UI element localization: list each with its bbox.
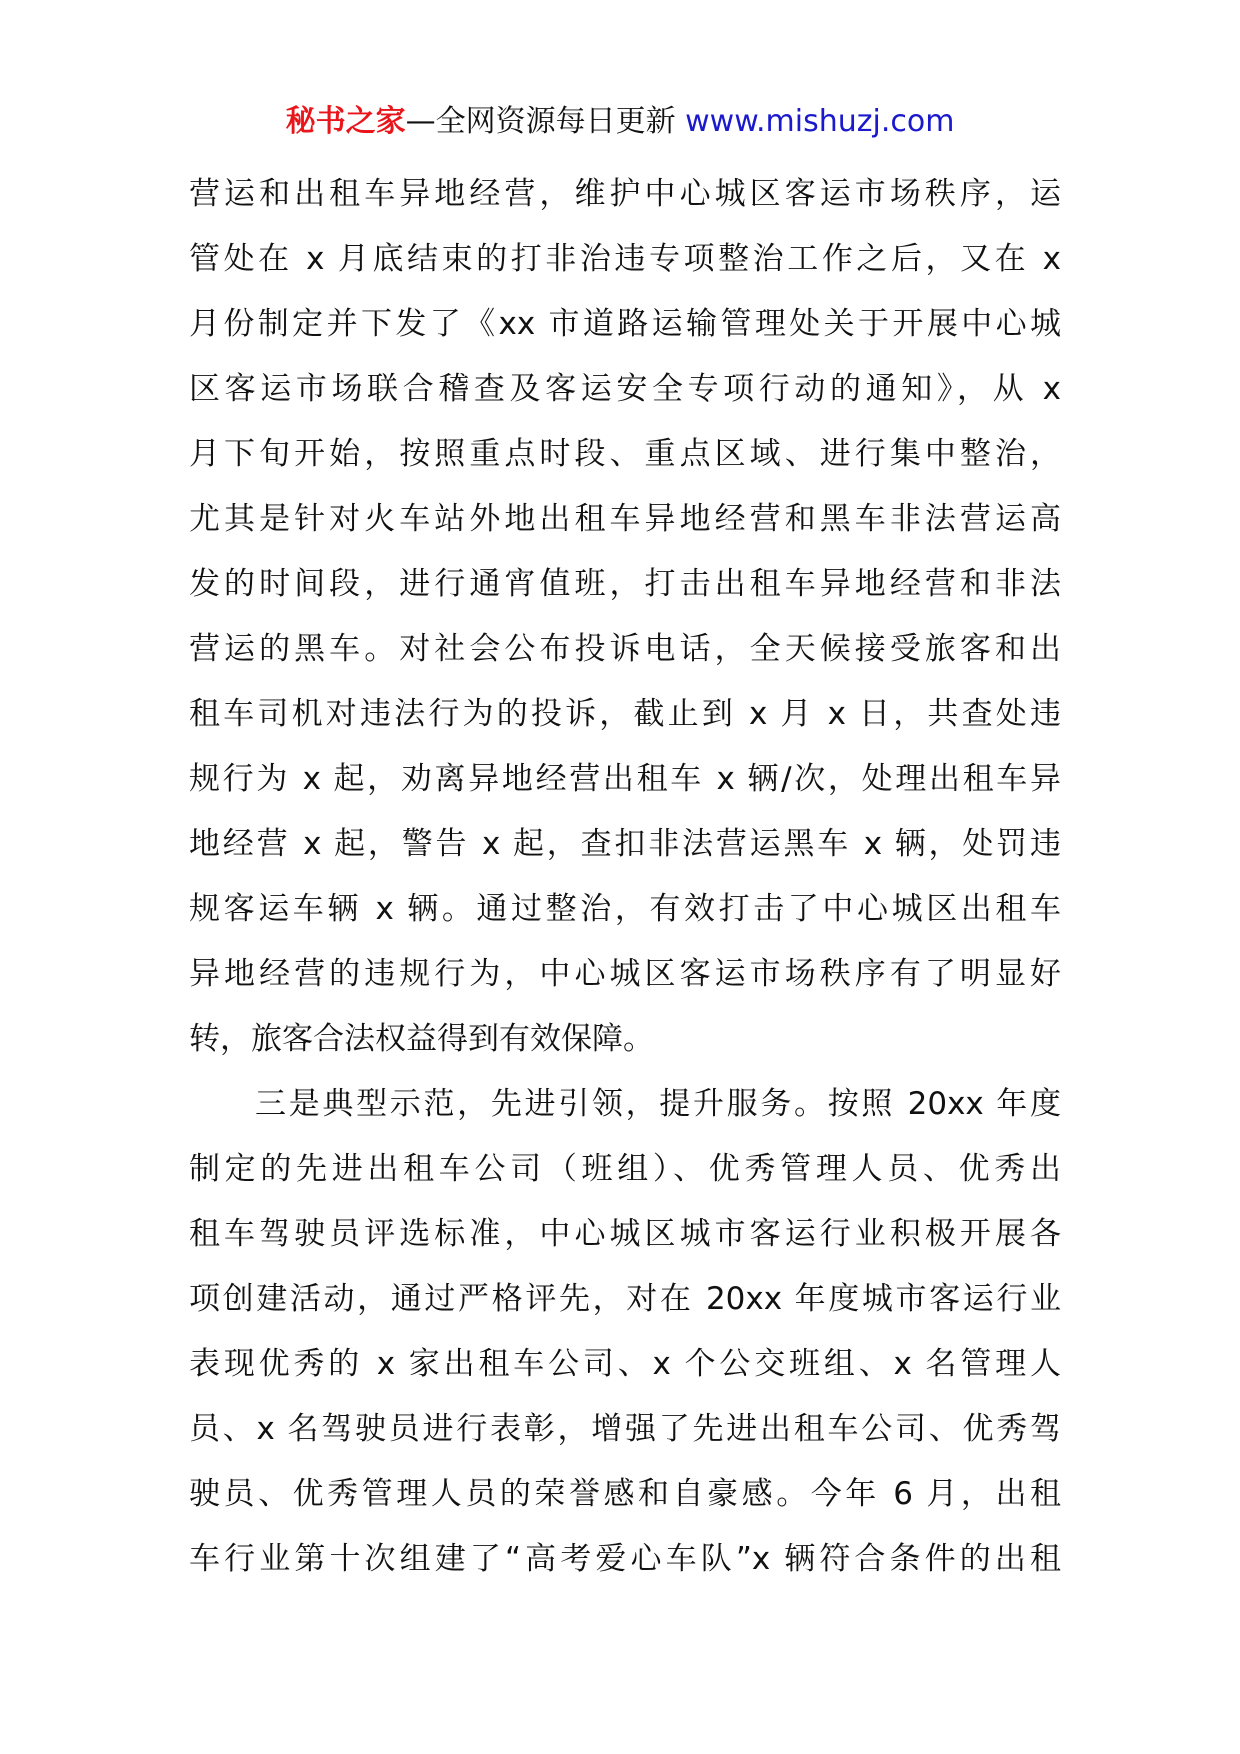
document-body bbox=[189, 162, 1061, 1592]
text-line: 员、x 名驾驶员进行表彰，增强了先进出租车公司、优秀驾 bbox=[189, 1411, 1061, 1447]
text-line: 转，旅客合法权益得到有效保障。 bbox=[189, 1021, 654, 1057]
text-line: 驶员、优秀管理人员的荣誉感和自豪感。今年 6 月，出租 bbox=[189, 1476, 1061, 1512]
text-line: 地经营 x 起，警告 x 起，查扣非法营运黑车 x 辆，处罚违 bbox=[189, 826, 1061, 862]
header-tagline: —全网资源每日更新 bbox=[405, 104, 676, 139]
text-line: 月份制定并下发了《xx 市道路运输管理处关于开展中心城 bbox=[189, 306, 1061, 342]
brand-name: 秘书之家 bbox=[285, 104, 406, 139]
text-line: 表现优秀的 x 家出租车公司、x 个公交班组、x 名管理人 bbox=[189, 1346, 1061, 1382]
paragraph-2 bbox=[189, 1072, 1061, 1592]
text-line: 项创建活动，通过严格评先，对在 20xx 年度城市客运行业 bbox=[189, 1281, 1061, 1317]
site-url-link[interactable]: www.mishuzj.com bbox=[685, 104, 955, 139]
text-line: 车行业第十次组建了“高考爱心车队”x 辆符合条件的出租 bbox=[189, 1541, 1061, 1577]
site-header bbox=[0, 100, 1240, 144]
text-line: 尤其是针对火车站外地出租车异地经营和黑车非法营运高 bbox=[189, 501, 1061, 537]
text-line: 月下旬开始，按照重点时段、重点区域、进行集中整治， bbox=[189, 436, 1061, 472]
text-line: 发的时间段，进行通宵值班，打击出租车异地经营和非法 bbox=[189, 566, 1061, 602]
text-line: 规客运车辆 x 辆。通过整治，有效打击了中心城区出租车 bbox=[189, 891, 1061, 927]
text-line: 营运的黑车。对社会公布投诉电话，全天候接受旅客和出 bbox=[189, 631, 1061, 667]
paragraph-1 bbox=[189, 162, 1061, 1072]
text-line: 制定的先进出租车公司（班组）、优秀管理人员、优秀出 bbox=[189, 1151, 1061, 1187]
text-line: 异地经营的违规行为，中心城区客运市场秩序有了明显好 bbox=[189, 956, 1061, 992]
text-line: 区客运市场联合稽查及客运安全专项行动的通知》，从 x bbox=[189, 371, 1061, 407]
text-line: 营运和出租车异地经营，维护中心城区客运市场秩序，运 bbox=[189, 176, 1061, 212]
text-line: 管处在 x 月底结束的打非治违专项整治工作之后，又在 x bbox=[189, 241, 1061, 277]
text-line: 三是典型示范，先进引领，提升服务。按照 20xx 年度 bbox=[255, 1086, 1061, 1122]
text-line: 租车司机对违法行为的投诉，截止到 x 月 x 日，共查处违 bbox=[189, 696, 1061, 732]
text-line: 租车驾驶员评选标准，中心城区城市客运行业积极开展各 bbox=[189, 1216, 1061, 1252]
text-line: 规行为 x 起，劝离异地经营出租车 x 辆/次，处理出租车异 bbox=[189, 761, 1061, 797]
